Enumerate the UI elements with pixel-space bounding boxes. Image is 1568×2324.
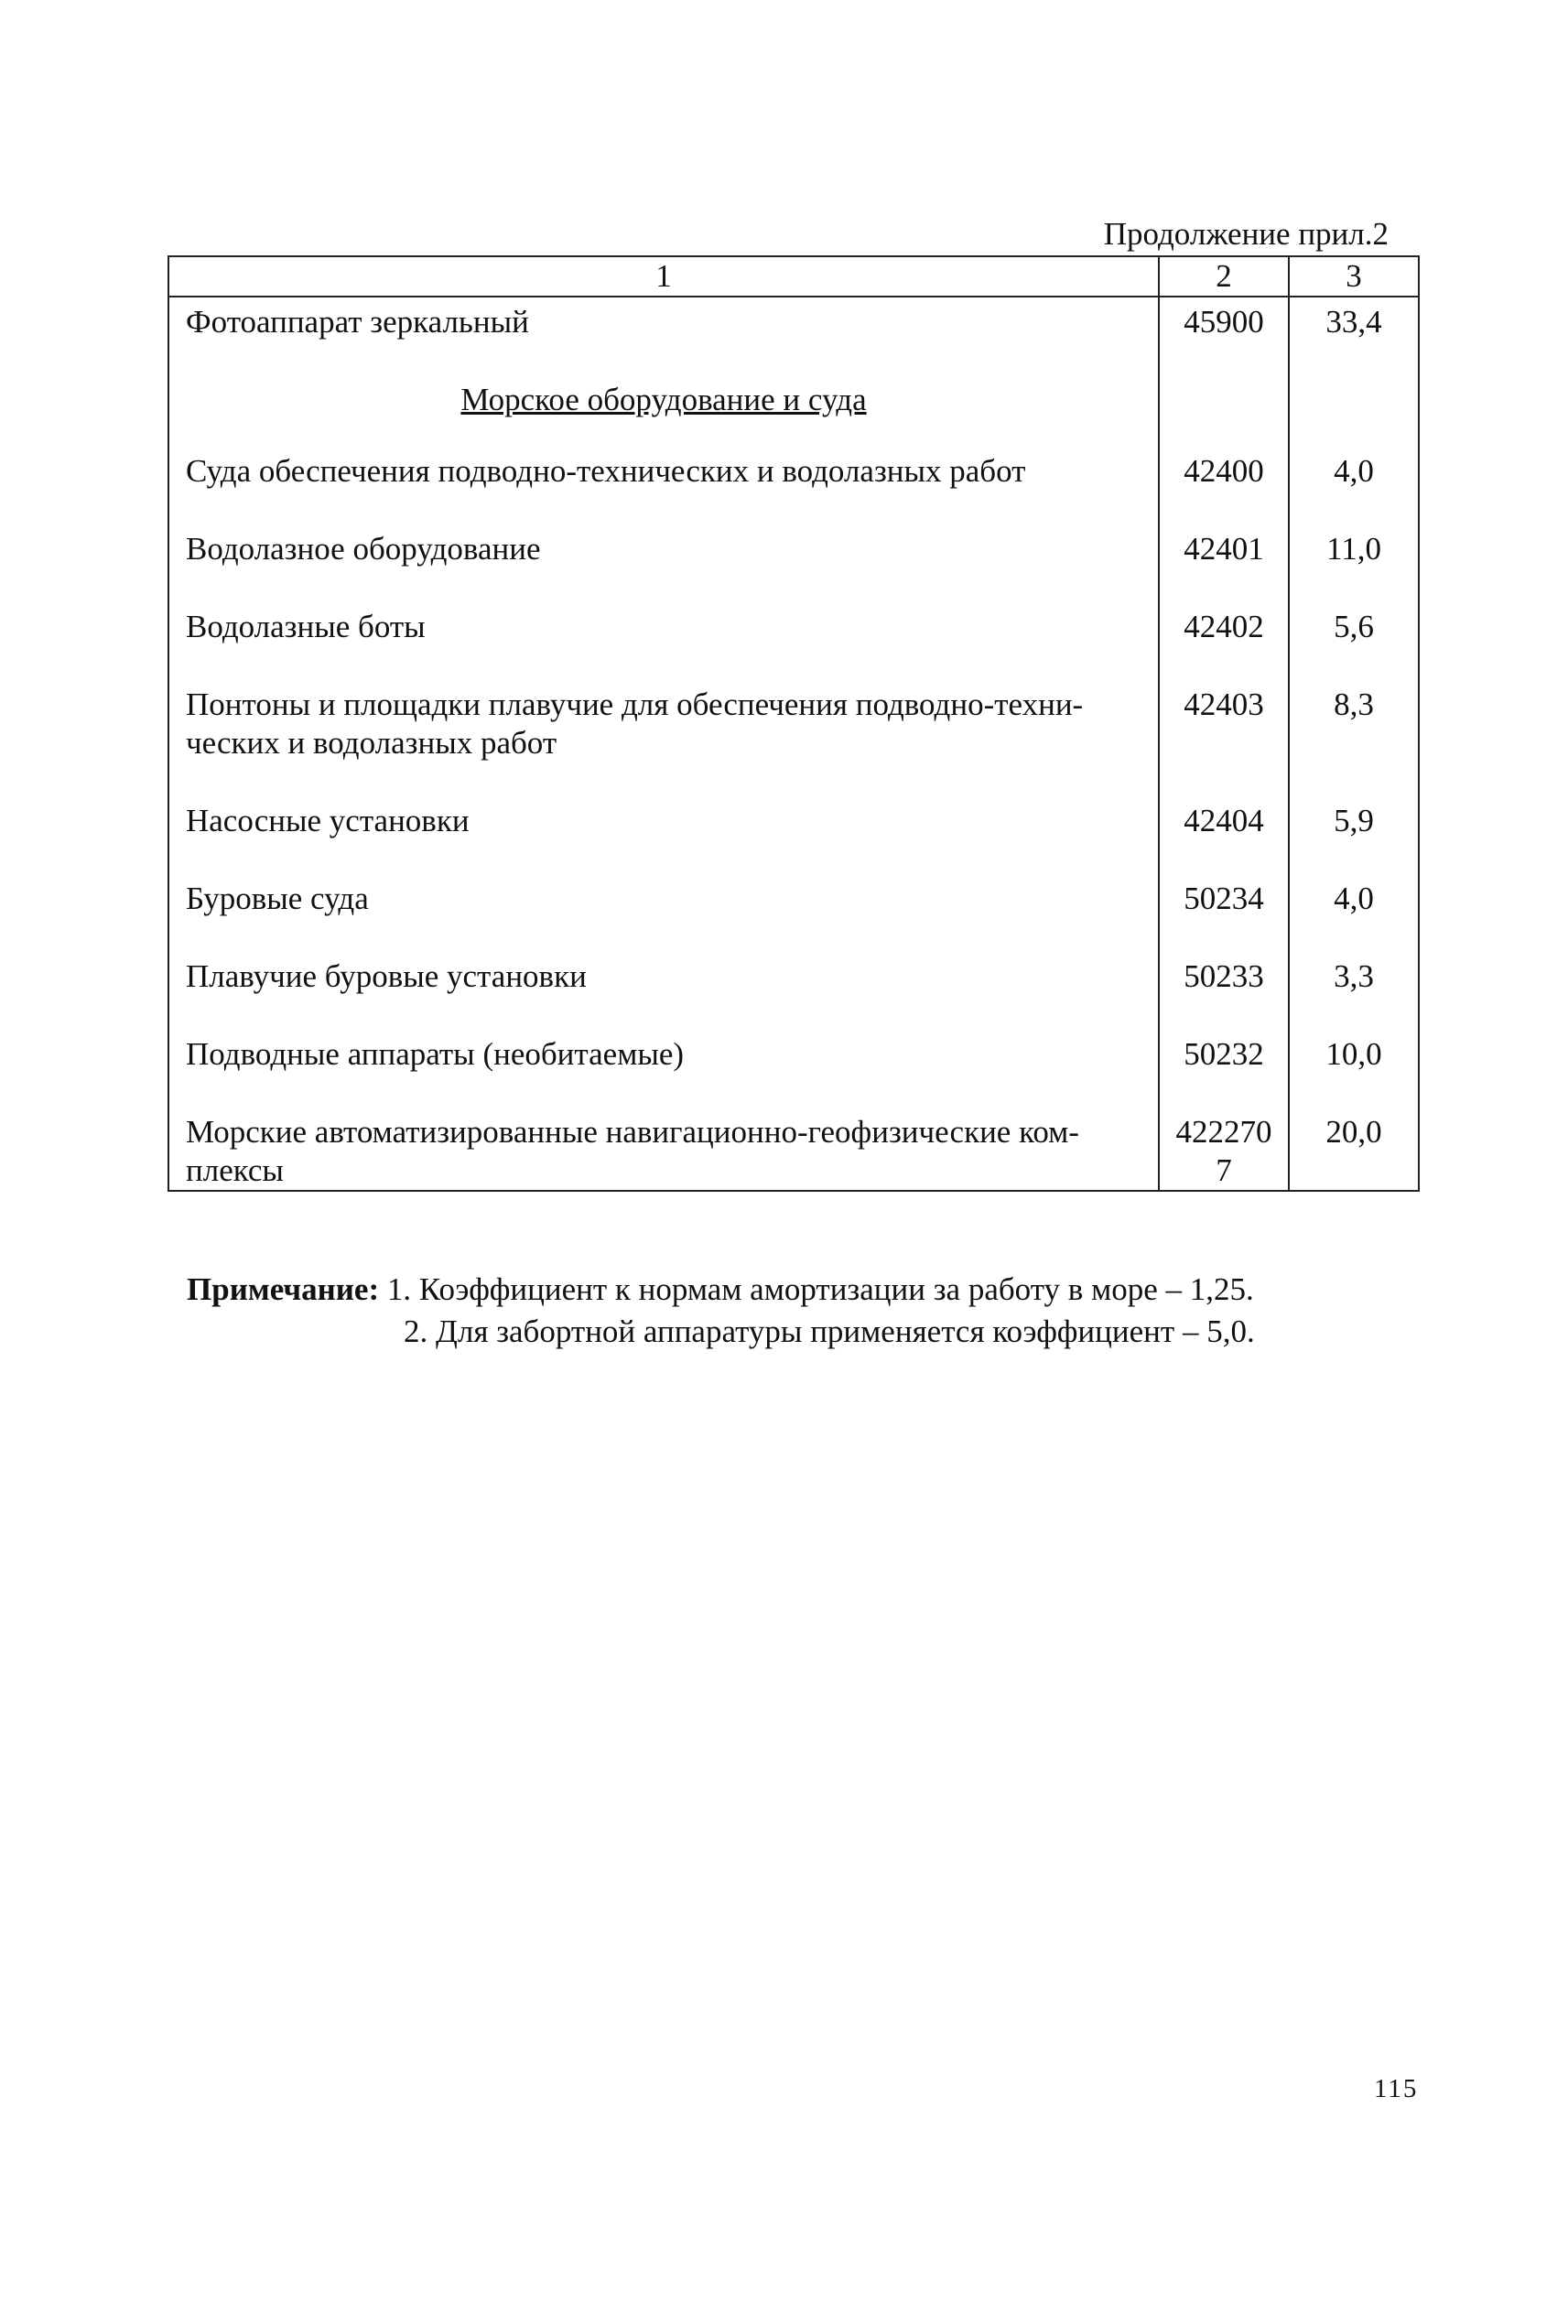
row-code: 42404: [1159, 793, 1289, 870]
row-name: Суда обеспечения подводно-технических и водолазных работ: [168, 443, 1159, 521]
table-row: [168, 443, 1419, 521]
table-row: [168, 1104, 1419, 1191]
column-header-1: 1: [168, 256, 1159, 297]
row-name: Буровые суда: [168, 870, 1159, 948]
row-name: Подводные аппараты (необитаемые): [168, 1026, 1159, 1104]
table-body: [168, 297, 1419, 1191]
column-header-3: 3: [1289, 256, 1419, 297]
notes-block: [187, 1269, 1255, 1353]
table-row: [168, 793, 1419, 870]
row-code: 50234: [1159, 870, 1289, 948]
note-line-1: [187, 1269, 1255, 1311]
row-name: Водолазное оборудование: [168, 521, 1159, 599]
row-name: Морские автоматизированные навигационно-геофизические ком-плексы: [168, 1104, 1159, 1191]
row-rate: 5,9: [1289, 793, 1419, 870]
note-item-2: 2. Для забортной аппаратуры применяется коэффициент – 5,0.: [404, 1313, 1255, 1349]
row-name: Фотоаппарат зеркальный: [168, 297, 1159, 364]
row-rate: 4,0: [1289, 443, 1419, 521]
table-row: [168, 599, 1419, 676]
row-rate: 10,0: [1289, 1026, 1419, 1104]
row-name: Водолазные боты: [168, 599, 1159, 676]
row-code: 50233: [1159, 948, 1289, 1026]
row-code: 45900: [1159, 297, 1289, 364]
table-row: [168, 676, 1419, 793]
section-row: [168, 364, 1419, 443]
table-row: [168, 1026, 1419, 1104]
section-title: Морское оборудование и суда: [168, 364, 1159, 443]
table-row: [168, 521, 1419, 599]
row-code: 42402: [1159, 599, 1289, 676]
note-label: Примечание:: [187, 1271, 380, 1307]
note-item-1: 1. Коэффициент к нормам амортизации за работу в море – 1,25.: [386, 1271, 1254, 1307]
row-rate: 5,6: [1289, 599, 1419, 676]
row-rate: 11,0: [1289, 521, 1419, 599]
column-header-2: 2: [1159, 256, 1289, 297]
row-rate: 8,3: [1289, 676, 1419, 793]
depreciation-table: [168, 255, 1420, 1192]
table-row: [168, 870, 1419, 948]
row-code: 42403: [1159, 676, 1289, 793]
row-name: Насосные установки: [168, 793, 1159, 870]
row-rate: 4,0: [1289, 870, 1419, 948]
row-name: Понтоны и площадки плавучие для обеспечения подводно-техни-ческих и водолазных работ: [168, 676, 1159, 793]
header-row: [168, 256, 1419, 297]
row-code: 50232: [1159, 1026, 1289, 1104]
row-rate: 3,3: [1289, 948, 1419, 1026]
table-row: [168, 297, 1419, 364]
row-name: Плавучие буровые установки: [168, 948, 1159, 1026]
row-code: 42400: [1159, 443, 1289, 521]
row-rate: 20,0: [1289, 1104, 1419, 1191]
row-code: 42401: [1159, 521, 1289, 599]
page-number: 115: [1374, 2074, 1419, 2103]
table-row: [168, 948, 1419, 1026]
table-header: [168, 256, 1419, 297]
row-rate: 33,4: [1289, 297, 1419, 364]
row-code: 4222707: [1159, 1104, 1289, 1191]
continuation-caption: Продолжение прил.2: [1103, 216, 1389, 252]
